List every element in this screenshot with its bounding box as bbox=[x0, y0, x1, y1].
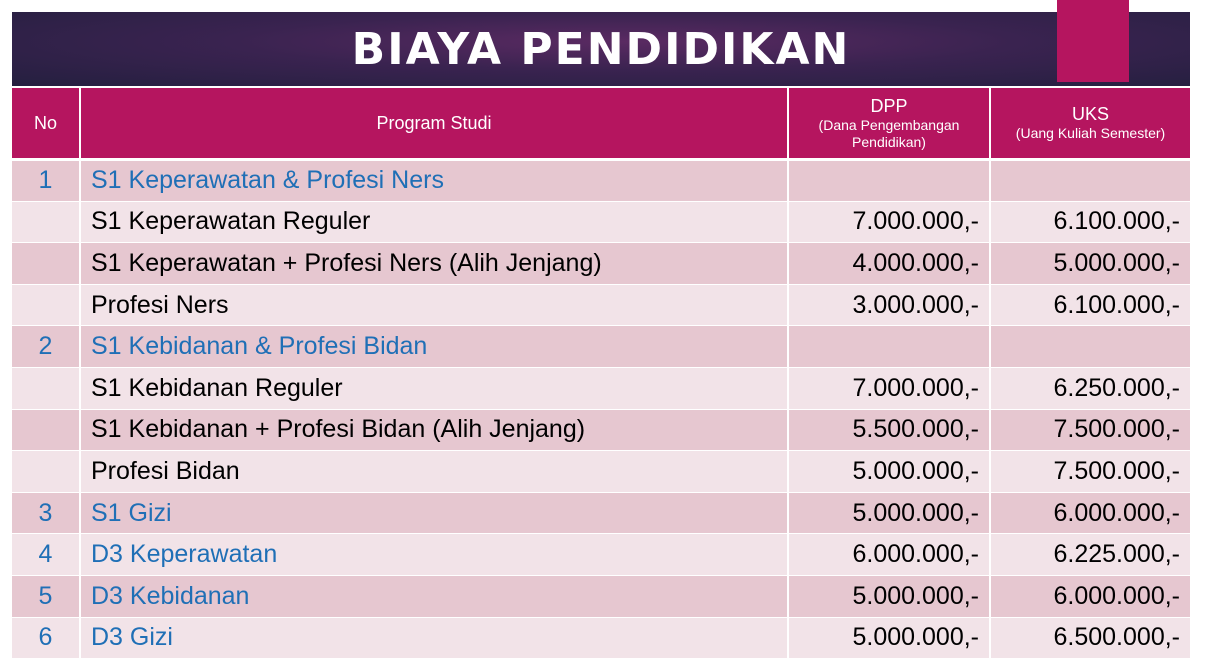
table-row bbox=[12, 201, 1190, 243]
dpp-cell: 5.000.000,- bbox=[788, 451, 990, 493]
row-number: 4 bbox=[12, 534, 80, 576]
header-no: No bbox=[12, 88, 80, 160]
uks-cell: 6.500.000,- bbox=[990, 617, 1190, 659]
uks-cell: 7.500.000,- bbox=[990, 451, 1190, 493]
uks-cell: 6.100.000,- bbox=[990, 201, 1190, 243]
program-name: S1 Kebidanan Reguler bbox=[80, 367, 788, 409]
row-number: 1 bbox=[12, 160, 80, 202]
header-uks: UKS (Uang Kuliah Semester) bbox=[990, 88, 1190, 160]
decorative-accent-block bbox=[1057, 0, 1129, 82]
uks-cell: 6.000.000,- bbox=[990, 492, 1190, 534]
dpp-cell: 5.000.000,- bbox=[788, 617, 990, 659]
row-number bbox=[12, 201, 80, 243]
header-dpp-subtitle: (Dana Pengembangan Pendidikan) bbox=[818, 116, 960, 150]
dpp-cell: 5.500.000,- bbox=[788, 409, 990, 451]
row-number bbox=[12, 409, 80, 451]
dpp-cell bbox=[788, 326, 990, 368]
uks-cell bbox=[990, 160, 1190, 202]
table-row bbox=[12, 617, 1190, 659]
dpp-cell: 7.000.000,- bbox=[788, 201, 990, 243]
table-row bbox=[12, 492, 1190, 534]
program-category: D3 Keperawatan bbox=[80, 534, 788, 576]
row-number bbox=[12, 243, 80, 285]
uks-cell: 6.000.000,- bbox=[990, 575, 1190, 617]
row-number: 2 bbox=[12, 326, 80, 368]
uks-cell: 6.250.000,- bbox=[990, 367, 1190, 409]
table-row bbox=[12, 409, 1190, 451]
row-number bbox=[12, 284, 80, 326]
program-name: S1 Keperawatan + Profesi Ners (Alih Jenjang) bbox=[80, 243, 788, 285]
uks-cell: 5.000.000,- bbox=[990, 243, 1190, 285]
dpp-cell: 4.000.000,- bbox=[788, 243, 990, 285]
fees-table bbox=[12, 88, 1190, 659]
program-category: D3 Gizi bbox=[80, 617, 788, 659]
row-number bbox=[12, 451, 80, 493]
uks-cell: 7.500.000,- bbox=[990, 409, 1190, 451]
table-row bbox=[12, 326, 1190, 368]
header-uks-subtitle: (Uang Kuliah Semester) bbox=[1015, 125, 1166, 141]
dpp-cell: 6.000.000,- bbox=[788, 534, 990, 576]
program-category: S1 Keperawatan & Profesi Ners bbox=[80, 160, 788, 202]
dpp-cell: 5.000.000,- bbox=[788, 575, 990, 617]
table-row bbox=[12, 160, 1190, 202]
program-category: S1 Gizi bbox=[80, 492, 788, 534]
table-row bbox=[12, 284, 1190, 326]
row-number bbox=[12, 367, 80, 409]
header-dpp: DPP (Dana Pengembangan Pendidikan) bbox=[788, 88, 990, 160]
program-category: S1 Kebidanan & Profesi Bidan bbox=[80, 326, 788, 368]
row-number: 3 bbox=[12, 492, 80, 534]
header-program: Program Studi bbox=[80, 88, 788, 160]
dpp-cell bbox=[788, 160, 990, 202]
table-row bbox=[12, 534, 1190, 576]
table-row bbox=[12, 575, 1190, 617]
dpp-cell: 3.000.000,- bbox=[788, 284, 990, 326]
title-banner bbox=[12, 12, 1190, 86]
table-row bbox=[12, 367, 1190, 409]
program-name: Profesi Ners bbox=[80, 284, 788, 326]
row-number: 5 bbox=[12, 575, 80, 617]
dpp-cell: 7.000.000,- bbox=[788, 367, 990, 409]
program-category: D3 Kebidanan bbox=[80, 575, 788, 617]
program-name: Profesi Bidan bbox=[80, 451, 788, 493]
row-number: 6 bbox=[12, 617, 80, 659]
uks-cell: 6.100.000,- bbox=[990, 284, 1190, 326]
dpp-cell: 5.000.000,- bbox=[788, 492, 990, 534]
table-row bbox=[12, 243, 1190, 285]
table-row bbox=[12, 451, 1190, 493]
table-header-row bbox=[12, 88, 1190, 160]
page-title: BIAYA PENDIDIKAN bbox=[351, 24, 851, 75]
uks-cell bbox=[990, 326, 1190, 368]
program-name: S1 Kebidanan + Profesi Bidan (Alih Jenjang) bbox=[80, 409, 788, 451]
uks-cell: 6.225.000,- bbox=[990, 534, 1190, 576]
program-name: S1 Keperawatan Reguler bbox=[80, 201, 788, 243]
